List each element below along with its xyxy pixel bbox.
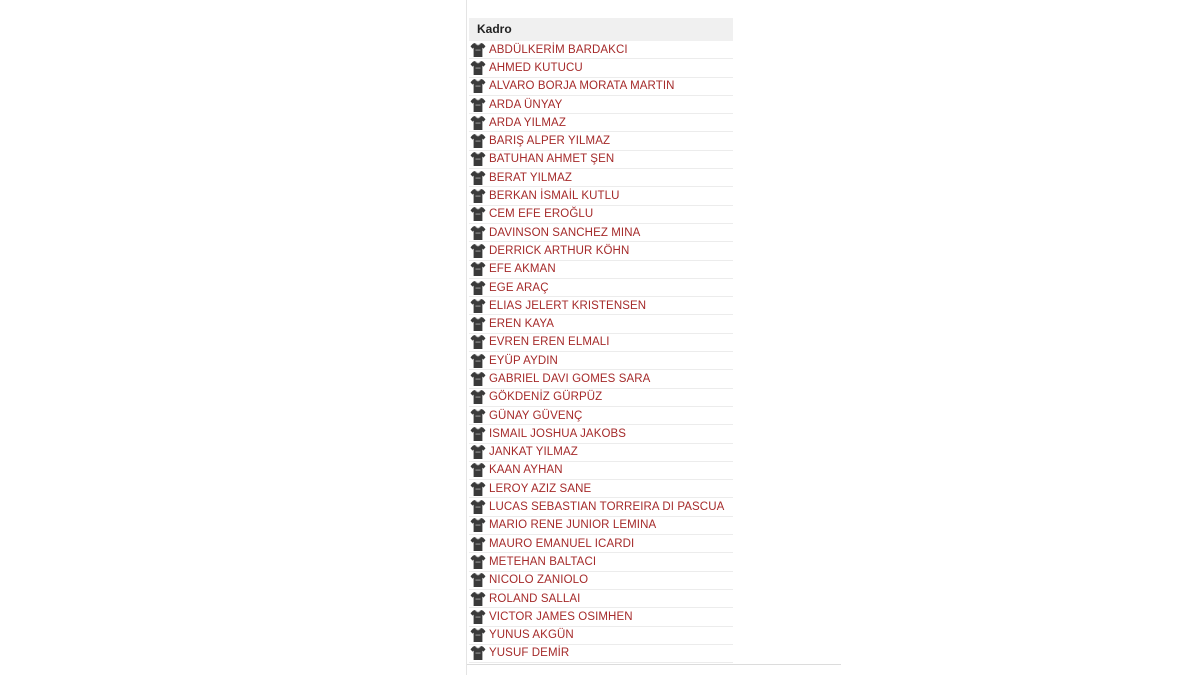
player-row[interactable] — [469, 59, 733, 77]
jersey-icon — [470, 316, 486, 332]
player-row[interactable] — [469, 425, 733, 443]
player-link[interactable]: AHMED KUTUCU — [489, 61, 583, 74]
player-row[interactable] — [469, 370, 733, 388]
player-link[interactable]: BATUHAN AHMET ŞEN — [489, 153, 615, 166]
player-row[interactable] — [469, 627, 733, 645]
jersey-icon — [470, 572, 486, 588]
player-link[interactable]: ARDA YILMAZ — [489, 116, 566, 129]
jersey-icon — [470, 426, 486, 442]
jersey-icon — [470, 170, 486, 186]
player-row[interactable] — [469, 480, 733, 498]
jersey-icon — [470, 261, 486, 277]
jersey-icon — [470, 60, 486, 76]
player-link[interactable]: GABRIEL DAVI GOMES SARA — [489, 372, 651, 385]
player-link[interactable]: EFE AKMAN — [489, 263, 556, 276]
jersey-icon — [470, 462, 486, 478]
player-link[interactable]: GÜNAY GÜVENÇ — [489, 409, 583, 422]
jersey-icon — [470, 499, 486, 515]
player-link[interactable]: MARIO RENE JUNIOR LEMINA — [489, 519, 657, 532]
jersey-icon — [470, 481, 486, 497]
player-link[interactable]: MAURO EMANUEL ICARDI — [489, 537, 635, 550]
divider — [467, 664, 841, 665]
player-link[interactable]: EGE ARAÇ — [489, 281, 549, 294]
player-row[interactable] — [469, 279, 733, 297]
jersey-icon — [470, 389, 486, 405]
player-link[interactable]: METEHAN BALTACI — [489, 555, 597, 568]
player-link[interactable]: BERKAN İSMAİL KUTLU — [489, 190, 620, 203]
squad-header: Kadro — [469, 18, 733, 41]
squad-panel — [469, 18, 733, 663]
jersey-icon — [470, 554, 486, 570]
jersey-icon — [470, 225, 486, 241]
jersey-icon — [470, 243, 486, 259]
player-row[interactable] — [469, 608, 733, 626]
player-link[interactable]: DAVINSON SANCHEZ MINA — [489, 226, 641, 239]
jersey-icon — [470, 517, 486, 533]
player-link[interactable]: YUNUS AKGÜN — [489, 629, 574, 642]
player-link[interactable]: KAAN AYHAN — [489, 464, 563, 477]
player-link[interactable]: EREN KAYA — [489, 318, 555, 331]
jersey-icon — [470, 353, 486, 369]
player-row[interactable] — [469, 553, 733, 571]
player-link[interactable]: EVREN EREN ELMALI — [489, 336, 610, 349]
jersey-icon — [470, 151, 486, 167]
player-row[interactable] — [469, 242, 733, 260]
player-link[interactable]: JANKAT YILMAZ — [489, 446, 578, 459]
player-link[interactable]: ISMAIL JOSHUA JAKOBS — [489, 427, 627, 440]
player-row[interactable] — [469, 169, 733, 187]
player-row[interactable] — [469, 590, 733, 608]
player-row[interactable] — [469, 334, 733, 352]
player-link[interactable]: DERRICK ARTHUR KÖHN — [489, 244, 630, 257]
player-row[interactable] — [469, 462, 733, 480]
jersey-icon — [470, 133, 486, 149]
player-row[interactable] — [469, 96, 733, 114]
jersey-icon — [470, 206, 486, 222]
player-link[interactable]: ABDÜLKERİM BARDAKCI — [489, 43, 628, 56]
player-row[interactable] — [469, 297, 733, 315]
jersey-icon — [470, 609, 486, 625]
player-link[interactable]: LEROY AZIZ SANE — [489, 482, 592, 495]
player-row[interactable] — [469, 224, 733, 242]
player-link[interactable]: YUSUF DEMİR — [489, 647, 570, 660]
jersey-icon — [470, 627, 486, 643]
player-link[interactable]: GÖKDENİZ GÜRPÜZ — [489, 391, 603, 404]
player-row[interactable] — [469, 444, 733, 462]
jersey-icon — [470, 408, 486, 424]
squad-list — [469, 41, 733, 663]
player-row[interactable] — [469, 645, 733, 663]
player-row[interactable] — [469, 498, 733, 516]
player-link[interactable]: ALVARO BORJA MORATA MARTIN — [489, 80, 675, 93]
player-row[interactable] — [469, 572, 733, 590]
player-row[interactable] — [469, 535, 733, 553]
jersey-icon — [470, 591, 486, 607]
player-row[interactable] — [469, 132, 733, 150]
jersey-icon — [470, 444, 486, 460]
jersey-icon — [470, 42, 486, 58]
jersey-icon — [470, 280, 486, 296]
player-link[interactable]: BERAT YILMAZ — [489, 171, 573, 184]
player-link[interactable]: BARIŞ ALPER YILMAZ — [489, 135, 611, 148]
player-link[interactable]: LUCAS SEBASTIAN TORREIRA DI PASCUA — [489, 501, 725, 514]
player-row[interactable] — [469, 352, 733, 370]
player-row[interactable] — [469, 206, 733, 224]
jersey-icon — [470, 298, 486, 314]
player-row[interactable] — [469, 151, 733, 169]
player-row[interactable] — [469, 187, 733, 205]
player-row[interactable] — [469, 78, 733, 96]
player-link[interactable]: ROLAND SALLAI — [489, 592, 581, 605]
player-link[interactable]: CEM EFE EROĞLU — [489, 208, 594, 221]
jersey-icon — [470, 645, 486, 661]
jersey-icon — [470, 334, 486, 350]
jersey-icon — [470, 188, 486, 204]
jersey-icon — [470, 78, 486, 94]
player-link[interactable]: NICOLO ZANIOLO — [489, 574, 589, 587]
player-link[interactable]: VICTOR JAMES OSIMHEN — [489, 610, 633, 623]
jersey-icon — [470, 371, 486, 387]
player-row[interactable] — [469, 315, 733, 333]
player-link[interactable]: ELIAS JELERT KRISTENSEN — [489, 299, 647, 312]
jersey-icon — [470, 115, 486, 131]
player-row[interactable] — [469, 389, 733, 407]
player-row[interactable] — [469, 41, 733, 59]
jersey-icon — [470, 97, 486, 113]
player-row[interactable] — [469, 261, 733, 279]
player-row[interactable] — [469, 407, 733, 425]
player-row[interactable] — [469, 114, 733, 132]
player-link[interactable]: EYÜP AYDIN — [489, 354, 558, 367]
jersey-icon — [470, 536, 486, 552]
player-link[interactable]: ARDA ÜNYAY — [489, 98, 563, 111]
player-row[interactable] — [469, 517, 733, 535]
